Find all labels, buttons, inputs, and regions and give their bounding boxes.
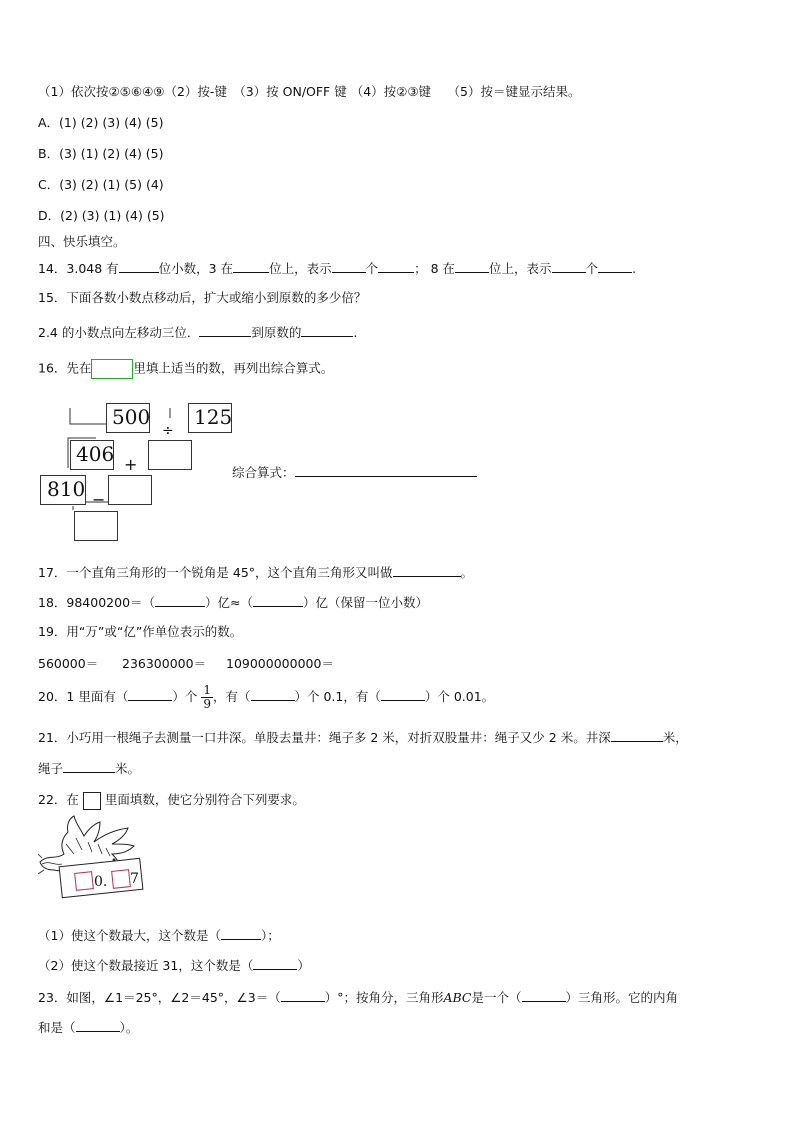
q23-text-d: ）三角形。它的内角 xyxy=(565,990,679,1005)
q20-text-d: ）个 0.1，有（ xyxy=(294,689,381,704)
option-c: C．(3) (2) (1) (5) (4) xyxy=(38,177,164,192)
blank[interactable] xyxy=(128,688,172,701)
plus-sign: + xyxy=(124,455,138,474)
question-15-line2 xyxy=(38,324,357,341)
number-810: 810 xyxy=(47,477,86,501)
answer-box[interactable] xyxy=(74,871,94,891)
q17-text-a: 17．一个直角三角形的一个锐角是 45°，这个直角三角形又叫做 xyxy=(38,565,393,580)
number-125: 125 xyxy=(194,405,233,429)
q20-text-e: ）个 0.01。 xyxy=(424,689,495,704)
blank[interactable] xyxy=(251,688,295,701)
blank[interactable] xyxy=(522,989,566,1002)
question-20 xyxy=(38,682,494,712)
answer-box[interactable] xyxy=(111,869,131,889)
option-a: A．(1) (2) (3) (4) (5) xyxy=(38,115,164,130)
option-b: B．(3) (1) (2) (4) (5) xyxy=(38,146,164,161)
q22-text-a: 22．在 xyxy=(38,792,79,807)
q22-p1-text-a: （1）使这个数最大，这个数是（ xyxy=(38,928,221,943)
fraction-numerator: 1 xyxy=(203,683,211,697)
q22-p2-text-b: ） xyxy=(297,958,310,973)
q19-number-2: 236300000＝ xyxy=(122,656,207,671)
q14-text-g: 个 xyxy=(585,261,599,276)
decimal-point-zero: 0. xyxy=(94,874,108,890)
q22-p2-text-a: （2）使这个数最接近 31，这个数是（ xyxy=(38,958,254,973)
question-14 xyxy=(38,260,636,277)
q14-text-a: 14．3.048 有 xyxy=(38,261,119,276)
answer-box[interactable] xyxy=(74,511,118,541)
q20-text-c: ，有（ xyxy=(212,689,251,704)
q14-text-e: ； 8 在 xyxy=(414,261,456,276)
blank[interactable] xyxy=(281,989,325,1002)
q14-text-h: . xyxy=(632,261,637,276)
question-22-part-1 xyxy=(38,927,280,944)
q21-text-d: 米。 xyxy=(115,761,141,776)
blank[interactable] xyxy=(378,260,414,273)
answer-box[interactable] xyxy=(148,440,192,470)
q15-text-d: . xyxy=(353,325,358,340)
formula-text: 综合算式： xyxy=(232,465,295,480)
blank[interactable] xyxy=(155,594,205,607)
question-19: 19．用“万”或“亿”作单位表示的数。 xyxy=(38,624,243,639)
formula-label xyxy=(232,464,477,481)
number-500: 500 xyxy=(112,405,151,429)
question-17 xyxy=(38,564,473,581)
minus-sign: − xyxy=(92,490,106,509)
q14-text-c: 位上，表示 xyxy=(269,261,332,276)
answer-box[interactable] xyxy=(108,475,152,505)
q17-text-b: 。 xyxy=(460,565,474,580)
q18-text-a: 18．98400200＝（ xyxy=(38,595,156,610)
blank[interactable] xyxy=(253,957,297,970)
q22-p1-text-b: ）； xyxy=(260,928,280,943)
square-box-icon xyxy=(83,792,101,810)
digit-seven: 7 xyxy=(130,871,139,887)
option-d: D．(2) (3) (1) (4) (5) xyxy=(38,208,165,223)
q22-text-b: 里面填数，使它分别符合下列要求。 xyxy=(104,792,305,807)
q13-steps: （1）依次按②⑤⑥④⑨（2）按-键 （3）按 ON/OFF 键 （4）按②③键 （5）按＝键显示结果。 xyxy=(38,84,581,99)
q23-text-a: 23．如图，∠1＝25°，∠2＝45°，∠3＝（ xyxy=(38,990,281,1005)
q19-number-1: 560000＝ xyxy=(38,656,99,671)
blank[interactable] xyxy=(221,927,261,940)
q15-text-c: 到原数的 xyxy=(251,325,302,340)
number-406: 406 xyxy=(76,442,115,466)
q18-text-b: ）亿≈（ xyxy=(205,595,254,610)
question-21-line2 xyxy=(38,760,140,777)
formula-blank[interactable] xyxy=(295,464,477,477)
blank[interactable] xyxy=(611,729,663,742)
blank[interactable] xyxy=(63,760,115,773)
blank[interactable] xyxy=(598,260,632,273)
divide-sign: ÷ xyxy=(162,423,174,439)
fraction-denominator: 9 xyxy=(203,697,211,711)
q23-text-b: ）°；按角分，三角形 xyxy=(324,990,444,1005)
q21-text-a: 21．小巧用一根绳子去测量一口井深。单股去量井：绳子多 2 米，对折双股量井：绳子又少 2 米。井深 xyxy=(38,730,611,745)
question-21 xyxy=(38,729,688,746)
fraction-one-ninth xyxy=(201,684,213,711)
q20-text-a: 20．1 里面有（ xyxy=(38,689,129,704)
question-23 xyxy=(38,989,678,1006)
q16-text-a: 16．先在 xyxy=(38,360,92,376)
blank[interactable] xyxy=(381,688,425,701)
q15-text-b: 2.4 的小数点向左移动三位． xyxy=(38,325,200,340)
blank[interactable] xyxy=(233,260,269,273)
q23-text-f: ）。 xyxy=(119,1020,139,1035)
triangle-abc: ABC xyxy=(443,990,472,1005)
answer-box xyxy=(91,359,133,379)
blank[interactable] xyxy=(253,594,303,607)
question-18 xyxy=(38,594,428,611)
blank[interactable] xyxy=(332,260,366,273)
blank[interactable] xyxy=(119,260,159,273)
q21-text-b: 米， xyxy=(662,730,688,745)
blank[interactable] xyxy=(301,324,353,337)
blank[interactable] xyxy=(455,260,489,273)
q19-number-3: 109000000000＝ xyxy=(226,656,334,671)
q23-text-c: 是一个（ xyxy=(471,990,522,1005)
blank[interactable] xyxy=(199,324,251,337)
section-heading: 四、快乐填空。 xyxy=(38,234,126,249)
question-22 xyxy=(38,791,305,810)
q20-text-b: ）个 xyxy=(172,689,198,704)
q23-text-e: 和是（ xyxy=(38,1020,76,1035)
blank[interactable] xyxy=(76,1019,120,1032)
q21-text-c: 绳子 xyxy=(38,761,64,776)
question-22-part-2 xyxy=(38,957,310,974)
question-15: 15．下面各数小数点移动后，扩大或缩小到原数的多少倍？ xyxy=(38,290,367,305)
q14-text-b: 位小数，3 在 xyxy=(158,261,234,276)
question-23-line2 xyxy=(38,1019,138,1036)
q14-text-f: 位上，表示 xyxy=(489,261,552,276)
blank[interactable] xyxy=(393,564,461,577)
blank[interactable] xyxy=(552,260,586,273)
q16-text-b: 里填上适当的数，再列出综合算式。 xyxy=(133,360,334,376)
q18-text-c: ）亿（保留一位小数） xyxy=(303,595,429,610)
q14-text-d: 个 xyxy=(365,261,379,276)
question-16 xyxy=(38,359,333,379)
